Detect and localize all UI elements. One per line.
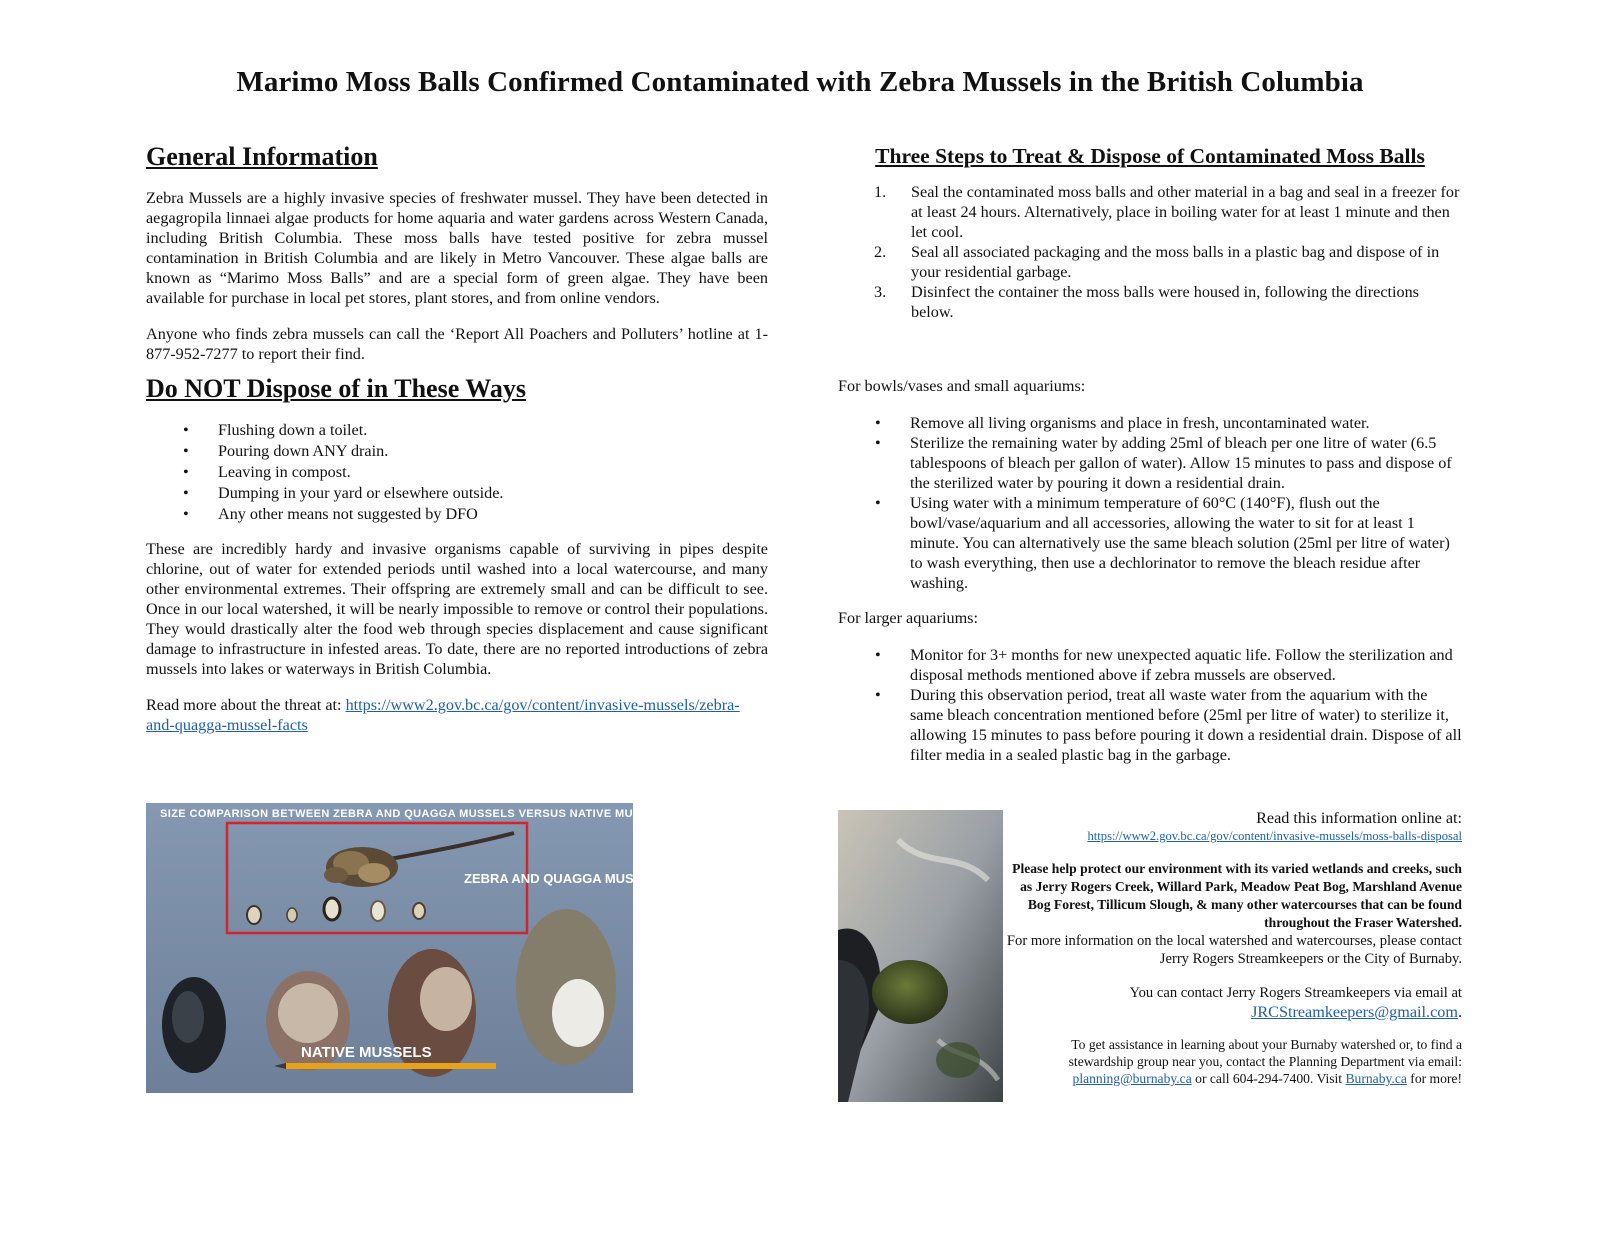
list-item: • Using water with a minimum temperature of 60°C (140°F), flush out the bowl/vase/aquarium and all accessories, allowing the water to sit for at least 1 minute. You can alternatively use the same bleach solution (25ml per litre of water) to wash everything, then use a dechlorinator to remove the bleach residue after washing. <box>838 493 1462 593</box>
step-item <box>838 282 1462 322</box>
more-text: for more! <box>1406 1071 1462 1086</box>
mussel-size-comparison-photo <box>146 803 676 1093</box>
read-online-paragraph <box>1004 828 1462 844</box>
more-info-text: For more information on the local watershed and watercourses, please contact Jerry Rogers Streamkeepers or the City of Burnaby. <box>1006 933 1462 967</box>
step-item <box>838 182 1462 242</box>
call-text: or call 604-294-7400. Visit <box>1191 1071 1346 1086</box>
read-online-label: Read this information online at: <box>1256 809 1462 827</box>
do-not-dispose-list <box>146 420 768 525</box>
larger-aquariums-heading: For larger aquariums: <box>838 609 978 627</box>
mussel-facts-link[interactable]: https://www2.gov.bc.ca/gov/content/invasive-mussels/zebra-and-quagga-mussel-facts <box>146 696 740 734</box>
larger-aquariums-list <box>838 645 1462 765</box>
list-item: • Any other means not suggested by DFO <box>146 504 768 525</box>
step-number: 2. <box>874 243 887 261</box>
right-column <box>838 142 1462 765</box>
mussel-illustration <box>146 803 676 1093</box>
list-item: • Flushing down a toilet. <box>146 420 768 441</box>
treatment-steps-list <box>838 182 1462 322</box>
step-item <box>838 242 1462 282</box>
list-item: • Leaving in compost. <box>146 462 768 483</box>
hardy-organisms-paragraph: These are incredibly hardy and invasive organisms capable of surviving in pipes despite chlorine, out of water for extended periods until washed into a local watercourse, and many other environmental extremes. Their offspring are extremely small and can be difficult to see. Once in our local watershed, it will be nearly impossible to remove or control their populations. They would drastically alter the food web through species displacement and cause significant damage to infrastructure in infested areas. To date, there are no reported introductions of zebra mussels into lakes or waterways in British Columbia. <box>146 540 768 678</box>
step-text: Seal all associated packaging and the moss balls in a plastic bag and dispose of in your residential garbage. <box>911 243 1440 281</box>
list-item: • Monitor for 3+ months for new unexpected aquatic life. Follow the sterilization and disposal methods mentioned above if zebra mussels are observed. <box>838 645 1462 685</box>
contact-email-paragraph <box>1004 1002 1462 1022</box>
moss-ball-illustration <box>838 810 1003 1102</box>
streamkeepers-email-link[interactable]: JRCStreamkeepers@gmail.com <box>1251 1003 1458 1021</box>
bowls-heading: For bowls/vases and small aquariums: <box>838 377 1086 395</box>
step-text: Disinfect the container the moss balls were housed in, following the directions below. <box>911 283 1419 321</box>
contact-info-box <box>1004 808 1462 1087</box>
pencil <box>286 1063 496 1069</box>
left-column <box>146 140 768 735</box>
hotline-paragraph: Anyone who finds zebra mussels can call the ‘Report All Poachers and Polluters’ hotline at 1-877-952-7277 to report their find. <box>146 325 768 363</box>
list-item: • Sterilize the remaining water by adding 25ml of bleach per one litre of water (6.5 tablespoons of bleach per gallon of water). Allow 15 minutes to pass and dispose of the sterilized water by pouring it down a residential drain. <box>838 433 1462 493</box>
step-text: Seal the contaminated moss balls and other material in a bag and seal in a freezer for at least 24 hours. Alternatively, place in boiling water for at least 1 minute and then let cool. <box>911 183 1460 241</box>
moss-balls-disposal-link[interactable]: https://www2.gov.bc.ca/gov/content/invasive-mussels/moss-balls-disposal <box>1087 829 1462 843</box>
contact-period: . <box>1457 1003 1462 1021</box>
planning-contact-paragraph <box>1004 1070 1462 1087</box>
step-number: 3. <box>874 283 887 301</box>
do-not-dispose-heading: Do NOT Dispose of in These Ways <box>146 374 526 403</box>
list-item: • Dumping in your yard or elsewhere outside. <box>146 483 768 504</box>
list-item: • Pouring down ANY drain. <box>146 441 768 462</box>
read-more-prefix: Read more about the threat at: <box>146 696 346 714</box>
read-more-paragraph <box>146 695 768 735</box>
protect-environment-text: Please help protect our environment with its varied wetlands and creeks, such as Jerry Rogers Creek, Willard Park, Meadow Peat Bog, Marshland Avenue Bog Forest, Tillicum Slough, & many other watercourses that can be found throughout the Fraser Watershed. <box>1012 861 1462 930</box>
zebra-quagga-label: Zebra and Quagga Mussels <box>464 871 668 886</box>
contact-streamkeepers-text: You can contact Jerry Rogers Streamkeepers via email at <box>1129 985 1462 1001</box>
step-number: 1. <box>874 183 887 201</box>
list-item: • Remove all living organisms and place in fresh, uncontaminated water. <box>838 413 1462 433</box>
burnaby-site-link[interactable]: Burnaby.ca <box>1345 1071 1407 1086</box>
moss-ball-photo <box>838 810 1003 1102</box>
general-information-heading: General Information <box>146 142 378 171</box>
page-title: Marimo Moss Balls Confirmed Contaminated with Zebra Mussels in the British Columbia <box>236 66 1364 98</box>
three-steps-heading: Three Steps to Treat & Dispose of Contaminated Moss Balls <box>875 144 1425 168</box>
general-info-paragraph: Zebra Mussels are a highly invasive species of freshwater mussel. They have been detected in aegagropila linnaei algae products for home aquaria and water gardens across Western Canada, including British Columbia. These moss balls have tested positive for zebra mussel contamination in British Columbia and are likely in Metro Vancouver. These algae balls are known as “Marimo Moss Balls” and are a special form of green algae. They have been available for purchase in local pet stores, plant stores, and from online vendors. <box>146 189 768 307</box>
list-item: • During this observation period, treat all waste water from the aquarium with the same bleach concentration mentioned before (25ml per litre of water) to sterilize it, allowing 15 minutes to pass before pouring it down a residential drain. Dispose of all filter media in a sealed plastic bag in the garbage. <box>838 685 1462 765</box>
photo-caption-top: Size comparison between zebra and quagga mussels versus native mussels: <box>160 808 676 820</box>
planning-email-link[interactable]: planning@burnaby.ca <box>1072 1071 1192 1086</box>
moss-ball <box>872 960 948 1024</box>
assistance-text: To get assistance in learning about your Burnaby watershed or, to find a stewardship group near you, contact the Planning Department via email: <box>1068 1037 1462 1069</box>
native-mussels-label: Native Mussels <box>301 1044 432 1061</box>
bowls-list <box>838 413 1462 593</box>
